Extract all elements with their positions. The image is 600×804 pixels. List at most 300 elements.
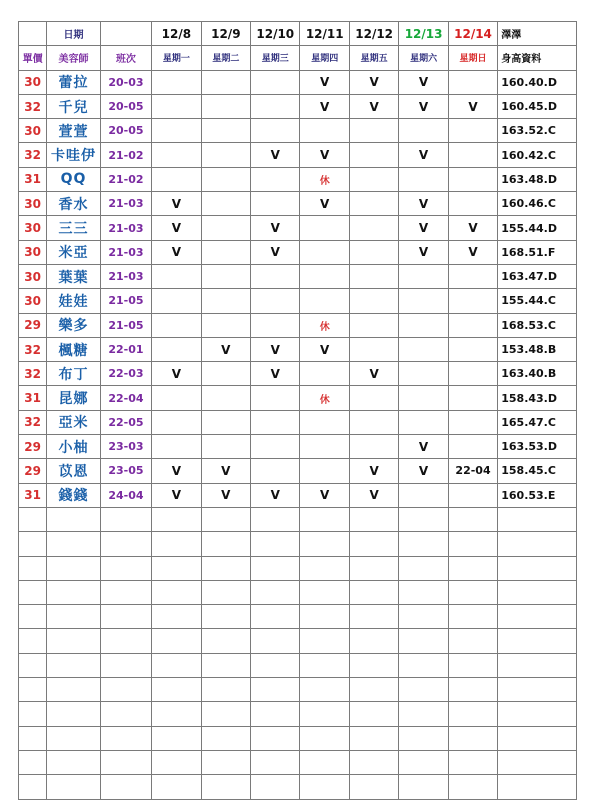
schedule-owner-title: 澤澤 [498,22,577,46]
table-row [19,143,577,167]
height-info-cell: 163.48.D [498,167,577,191]
day-mark-cell [349,143,398,167]
day-mark-cell: V [399,143,448,167]
day-mark-cell: V [349,483,398,507]
day-mark-cell: V [251,483,300,507]
height-info-cell: 165.47.C [498,410,577,434]
empty-cell [19,532,47,556]
day-mark-cell [251,313,300,337]
day-mark-cell [152,386,201,410]
empty-cell [448,750,497,774]
empty-cell [19,702,47,726]
day-mark-cell [448,410,497,434]
empty-cell [100,605,151,629]
empty-cell [201,653,250,677]
empty-cell [349,775,398,799]
table-row [19,289,577,313]
day-mark-cell: 休 [300,386,349,410]
day-mark-cell [201,167,250,191]
empty-cell [300,532,349,556]
empty-cell [448,507,497,531]
shift-cell: 21-02 [100,167,151,191]
height-info-cell: 160.53.E [498,483,577,507]
day-mark-cell: V [201,483,250,507]
day-mark-cell: V [399,240,448,264]
table-row [19,216,577,240]
day-mark-cell: V [300,94,349,118]
stylist-name-cell: 娃娃 [47,289,100,313]
stylist-column-header: 美容師 [47,46,100,70]
day-mark-cell: V [448,216,497,240]
empty-row [19,775,577,799]
empty-cell [152,653,201,677]
weekday-header: 星期六 [399,46,448,70]
day-mark-cell [300,435,349,459]
empty-cell [300,702,349,726]
height-info-cell: 163.47.D [498,264,577,288]
day-mark-cell [201,192,250,216]
weekday-header: 星期一 [152,46,201,70]
day-mark-cell: V [349,362,398,386]
empty-cell [300,507,349,531]
empty-cell [399,629,448,653]
empty-cell [399,532,448,556]
empty-cell [19,605,47,629]
empty-cell [498,629,577,653]
height-info-cell: 160.46.C [498,192,577,216]
day-mark-cell [152,435,201,459]
price-cell: 30 [19,264,47,288]
empty-cell [349,726,398,750]
empty-cell [349,580,398,604]
empty-cell [100,775,151,799]
day-mark-cell: V [399,70,448,94]
day-mark-cell: 休 [300,167,349,191]
empty-cell [152,775,201,799]
empty-row [19,750,577,774]
price-cell: 29 [19,313,47,337]
day-mark-cell [399,167,448,191]
stylist-name-cell: QQ [47,167,100,191]
empty-cell [448,532,497,556]
price-cell: 31 [19,167,47,191]
day-mark-cell [300,119,349,143]
table-row [19,362,577,386]
day-mark-cell [448,167,497,191]
day-mark-cell: V [349,459,398,483]
day-mark-cell [448,483,497,507]
day-mark-cell [349,216,398,240]
empty-cell [448,678,497,702]
day-mark-cell: V [300,143,349,167]
empty-cell [19,580,47,604]
date-header: 12/11 [300,22,349,46]
height-info-cell: 153.48.B [498,337,577,361]
shift-cell: 20-05 [100,119,151,143]
empty-cell [19,775,47,799]
empty-cell [201,605,250,629]
empty-cell [47,726,100,750]
day-mark-cell [349,119,398,143]
day-mark-cell: V [399,459,448,483]
date-header: 12/12 [349,22,398,46]
empty-cell [399,605,448,629]
empty-cell [47,580,100,604]
empty-cell [19,726,47,750]
table-row [19,119,577,143]
shift-cell: 21-05 [100,313,151,337]
day-mark-cell [399,410,448,434]
empty-cell [100,750,151,774]
day-mark-cell: V [300,70,349,94]
empty-cell [201,556,250,580]
day-mark-cell [399,483,448,507]
day-mark-cell: V [152,216,201,240]
empty-cell [201,750,250,774]
table-row [19,410,577,434]
price-cell: 30 [19,192,47,216]
day-mark-cell [448,435,497,459]
empty-cell [448,702,497,726]
empty-cell [19,678,47,702]
empty-cell [399,702,448,726]
empty-cell [349,750,398,774]
day-mark-cell [349,337,398,361]
empty-cell [152,605,201,629]
day-mark-cell [201,94,250,118]
day-mark-cell [448,362,497,386]
date-header: 12/13 [399,22,448,46]
empty-cell [399,726,448,750]
day-mark-cell: V [251,143,300,167]
day-mark-cell [152,70,201,94]
stylist-name-cell: 卡哇伊 [47,143,100,167]
shift-cell: 22-03 [100,362,151,386]
empty-cell [19,653,47,677]
empty-cell [152,532,201,556]
day-mark-cell [349,264,398,288]
day-mark-cell [152,337,201,361]
day-mark-cell: V [251,240,300,264]
day-mark-cell: V [399,435,448,459]
empty-cell [448,556,497,580]
day-mark-cell: V [152,192,201,216]
day-mark-cell [152,119,201,143]
day-mark-cell [399,264,448,288]
height-info-cell: 155.44.D [498,216,577,240]
empty-cell [498,750,577,774]
day-mark-cell [300,216,349,240]
day-mark-cell [251,386,300,410]
day-mark-cell [251,94,300,118]
day-mark-cell [349,410,398,434]
empty-cell [498,507,577,531]
day-mark-cell [349,167,398,191]
price-cell: 29 [19,435,47,459]
empty-cell [100,532,151,556]
header-weekday-row [19,46,577,70]
day-mark-cell [349,386,398,410]
empty-cell [349,653,398,677]
stylist-name-cell: 三三 [47,216,100,240]
day-mark-cell: V [251,216,300,240]
day-mark-cell [448,192,497,216]
day-mark-cell [300,459,349,483]
empty-cell [300,629,349,653]
day-mark-cell [201,386,250,410]
day-mark-cell [448,143,497,167]
shift-cell: 20-05 [100,94,151,118]
empty-cell [349,532,398,556]
empty-cell [399,556,448,580]
empty-cell [152,507,201,531]
day-mark-cell: V [399,216,448,240]
day-mark-cell [349,240,398,264]
day-mark-cell: V [300,192,349,216]
empty-cell [300,580,349,604]
empty-row [19,605,577,629]
day-mark-cell [300,289,349,313]
day-mark-cell: V [448,240,497,264]
empty-cell [100,580,151,604]
empty-cell [498,702,577,726]
empty-cell [448,629,497,653]
empty-cell [251,507,300,531]
empty-cell [19,750,47,774]
day-mark-cell [349,313,398,337]
day-mark-cell [251,289,300,313]
day-mark-cell: V [300,337,349,361]
date-header: 12/10 [251,22,300,46]
height-info-cell: 163.52.C [498,119,577,143]
info-column-header: 身高資料 [498,46,577,70]
day-mark-cell: V [349,94,398,118]
empty-cell [448,605,497,629]
empty-row [19,702,577,726]
day-mark-cell [399,289,448,313]
empty-cell [448,775,497,799]
empty-cell [349,629,398,653]
empty-cell [47,556,100,580]
empty-cell [152,556,201,580]
shift-cell: 22-05 [100,410,151,434]
empty-cell [349,556,398,580]
day-mark-cell [201,435,250,459]
stylist-name-cell: 苡恩 [47,459,100,483]
height-info-cell: 163.53.D [498,435,577,459]
date-header: 12/14 [448,22,497,46]
empty-cell [448,580,497,604]
empty-cell [251,532,300,556]
table-row [19,483,577,507]
empty-cell [47,702,100,726]
shift-cell: 20-03 [100,70,151,94]
empty-cell [498,532,577,556]
day-mark-cell [251,167,300,191]
empty-cell [300,556,349,580]
empty-cell [201,678,250,702]
empty-cell [47,775,100,799]
empty-cell [152,580,201,604]
empty-cell [300,775,349,799]
height-info-cell: 158.43.D [498,386,577,410]
empty-cell [100,678,151,702]
day-mark-cell [201,119,250,143]
empty-cell [152,702,201,726]
weekday-header: 星期五 [349,46,398,70]
price-cell: 31 [19,483,47,507]
height-info-cell: 158.45.C [498,459,577,483]
price-cell: 32 [19,362,47,386]
day-mark-cell [448,289,497,313]
empty-cell [201,726,250,750]
empty-cell [100,653,151,677]
price-cell: 32 [19,337,47,361]
empty-cell [100,556,151,580]
empty-cell [251,605,300,629]
empty-cell [152,726,201,750]
empty-cell [498,556,577,580]
day-mark-cell: V [448,94,497,118]
day-mark-cell [152,167,201,191]
day-mark-cell: V [399,192,448,216]
table-row [19,313,577,337]
empty-cell [251,702,300,726]
empty-cell [251,750,300,774]
empty-cell [251,726,300,750]
empty-cell [152,750,201,774]
day-mark-cell [152,143,201,167]
empty-cell [152,629,201,653]
day-mark-cell [251,264,300,288]
empty-row [19,580,577,604]
empty-cell [448,653,497,677]
empty-cell [349,702,398,726]
empty-cell [498,605,577,629]
empty-cell [300,605,349,629]
empty-cell [399,653,448,677]
shift-cell: 23-05 [100,459,151,483]
empty-row [19,507,577,531]
date-header: 12/9 [201,22,250,46]
day-mark-cell [448,337,497,361]
day-mark-cell [152,94,201,118]
empty-row [19,678,577,702]
table-row [19,386,577,410]
empty-cell [498,726,577,750]
table-row [19,167,577,191]
table-row [19,70,577,94]
empty-cell [201,580,250,604]
day-mark-cell [201,289,250,313]
day-mark-cell [251,119,300,143]
empty-cell [399,750,448,774]
table-row [19,337,577,361]
day-mark-cell [201,143,250,167]
empty-cell [349,678,398,702]
height-info-cell: 168.51.F [498,240,577,264]
day-mark-cell [399,119,448,143]
empty-cell [201,507,250,531]
shift-cell: 21-05 [100,289,151,313]
stylist-name-cell: 布丁 [47,362,100,386]
day-mark-cell [349,192,398,216]
table-row [19,264,577,288]
empty-cell [251,653,300,677]
header-blank-cell [19,22,47,46]
day-mark-cell [349,289,398,313]
empty-cell [300,678,349,702]
day-mark-cell [251,459,300,483]
empty-cell [201,629,250,653]
empty-cell [47,653,100,677]
stylist-name-cell: 萱萱 [47,119,100,143]
empty-cell [498,775,577,799]
header-blank-cell [100,22,151,46]
shift-cell: 21-03 [100,192,151,216]
empty-cell [251,629,300,653]
empty-cell [100,507,151,531]
day-mark-cell [300,410,349,434]
empty-cell [349,605,398,629]
day-mark-cell [448,264,497,288]
day-mark-cell [152,289,201,313]
day-mark-cell [349,435,398,459]
price-cell: 32 [19,94,47,118]
day-mark-cell [251,435,300,459]
table-row [19,240,577,264]
schedule-table [18,21,577,800]
day-mark-cell: V [152,483,201,507]
table-row [19,94,577,118]
day-mark-cell [399,313,448,337]
day-mark-cell [448,70,497,94]
empty-cell [251,775,300,799]
day-mark-cell [201,70,250,94]
weekday-header: 星期日 [448,46,497,70]
empty-cell [100,726,151,750]
empty-cell [47,605,100,629]
day-mark-cell: V [201,337,250,361]
empty-cell [19,556,47,580]
day-mark-cell [201,240,250,264]
empty-cell [399,775,448,799]
height-info-cell: 168.53.C [498,313,577,337]
height-info-cell: 160.45.D [498,94,577,118]
price-cell: 30 [19,216,47,240]
stylist-name-cell: 蕾拉 [47,70,100,94]
empty-cell [498,653,577,677]
height-info-cell: 155.44.C [498,289,577,313]
weekday-header: 星期四 [300,46,349,70]
day-mark-cell: V [251,337,300,361]
stylist-name-cell: 錢錢 [47,483,100,507]
empty-cell [19,629,47,653]
empty-cell [300,726,349,750]
height-info-cell: 160.40.D [498,70,577,94]
day-mark-cell [152,264,201,288]
day-mark-cell: V [251,362,300,386]
day-mark-cell [251,410,300,434]
table-row [19,435,577,459]
height-info-cell: 160.42.C [498,143,577,167]
empty-cell [498,678,577,702]
stylist-name-cell: 昆娜 [47,386,100,410]
empty-cell [47,532,100,556]
day-mark-cell [300,362,349,386]
empty-cell [19,507,47,531]
day-mark-cell [201,410,250,434]
